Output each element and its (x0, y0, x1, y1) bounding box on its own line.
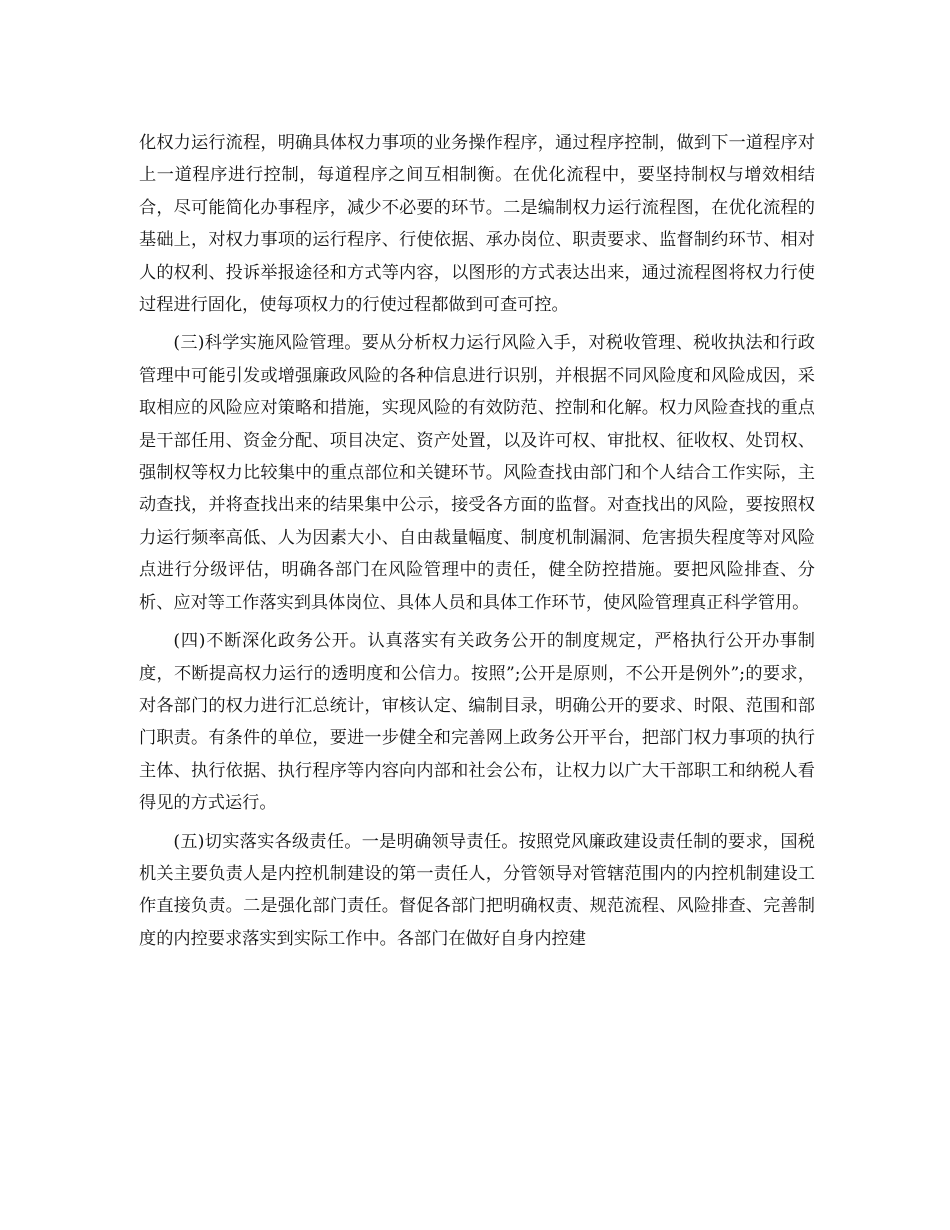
paragraph-1: 化权力运行流程，明确具体权力事项的业务操作程序，通过程序控制，做到下一道程序对上一道程序进行控制，每道程序之间互相制衡。在优化流程中，要坚持制权与增效相结合，尽可能简化办事程序，减少不必要的环节。二是编制权力运行流程图，在优化流程的基础上，对权力事项的运行程序、行使依据、承办岗位、职责要求、监督制约环节、相对人的权利、投诉举报途径和方式等内容，以图形的方式表达出来，通过流程图将权力行使过程进行固化，使每项权力的行使过程都做到可查可控。 (139, 133, 815, 316)
paragraph-2: (三)科学实施风险管理。要从分析权力运行风险入手，对税收管理、税收执法和行政管理中可能引发或增强廉政风险的各种信息进行识别，并根据不同风险度和风险成因，采取相应的风险应对策略和措施，实现风险的有效防范、控制和化解。权力风险查找的重点是干部任用、资金分配、项目决定、资产处置，以及许可权、审批权、征收权、处罚权、强制权等权力比较集中的重点部位和关键环节。风险查找由部门和个人结合工作实际，主动查找，并将查找出来的结果集中公示，接受各方面的监督。对查找出的风险，要按照权力运行频率高低、人为因素大小、自由裁量幅度、制度机制漏洞、危害损失程度等对风险点进行分级评估，明确各部门在风险管理中的责任，健全防控措施。要把风险排查、分析、应对等工作落实到具体岗位、具体人员和具体工作环节，使风险管理真正科学管用。 (139, 333, 815, 613)
paragraph-4: (五)切实落实各级责任。一是明确领导责任。按照党风廉政建设责任制的要求，国税机关主要负责人是内控机制建设的第一责任人，分管领导对管辖范围内的内控机制建设工作直接负责。二是强化部门责任。督促各部门把明确权责、规范流程、风险排查、完善制度的内控要求落实到实际工作中。各部门在做好自身内控建 (139, 831, 815, 949)
paragraph-3: (四)不断深化政务公开。认真落实有关政务公开的制度规定，严格执行公开办事制度，不断提高权力运行的透明度和公信力。按照”;公开是原则，不公开是例外”;的要求，对各部门的权力进行汇总统计，审核认定、编制目录，明确公开的要求、时限、范围和部门职责。有条件的单位，要进一步健全和完善网上政务公开平台，把部门权力事项的执行主体、执行依据、执行程序等内容向内部和社会公布，让权力以广大干部职工和纳税人看得见的方式运行。 (139, 631, 815, 814)
document-page (139, 127, 815, 961)
